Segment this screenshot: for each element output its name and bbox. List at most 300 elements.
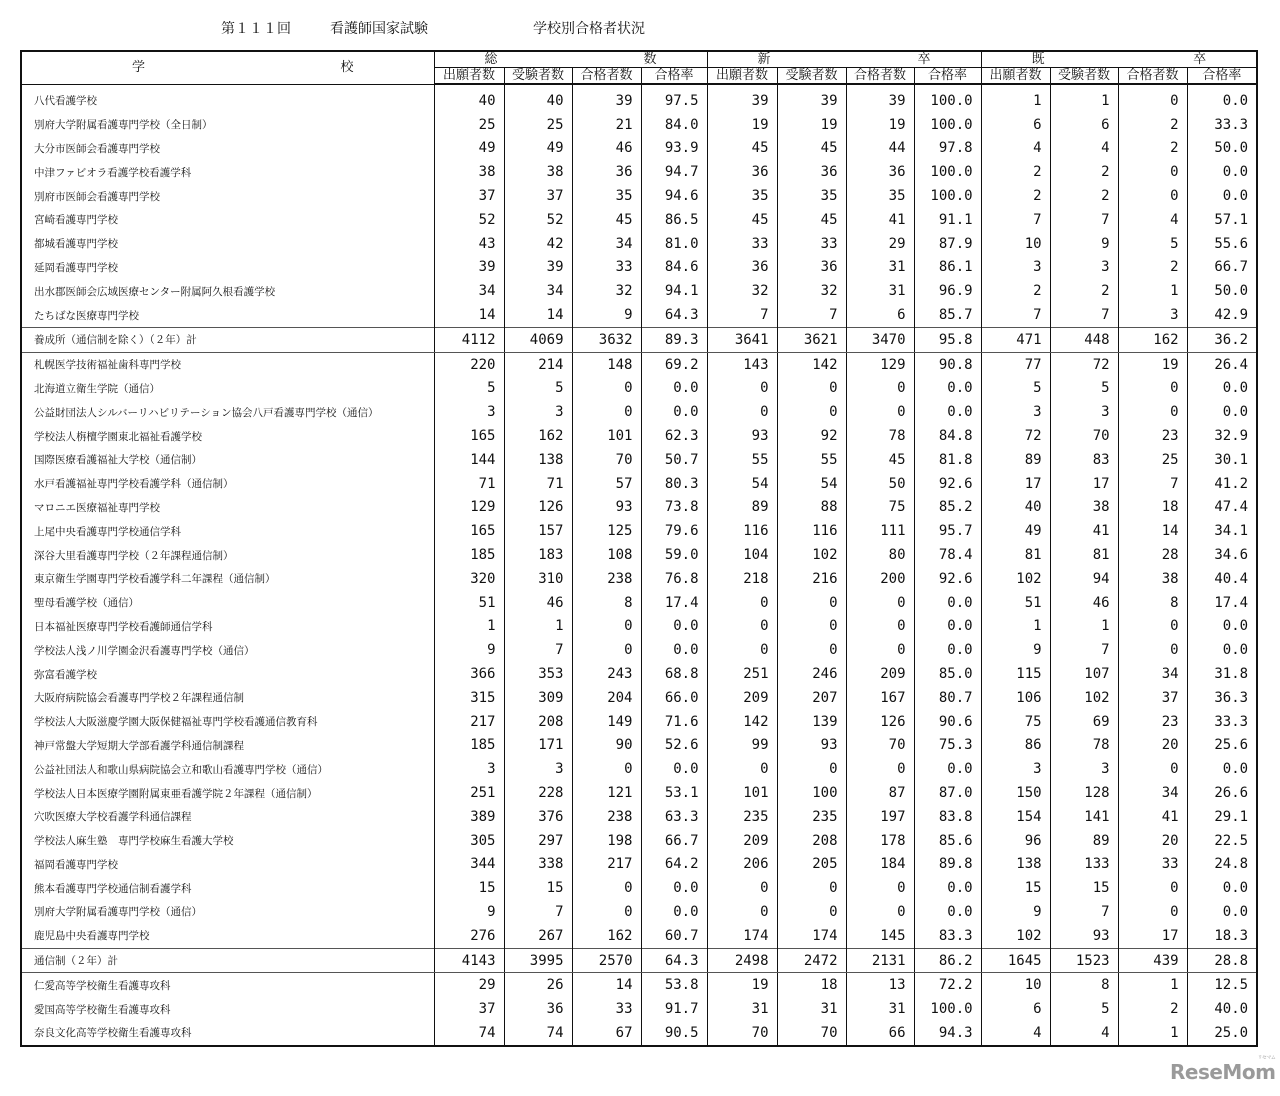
cell-value: 5	[1050, 997, 1118, 1021]
cell-value: 0	[1118, 900, 1187, 924]
school-name: 中津ファビオラ看護学校看護学科	[21, 160, 434, 184]
cell-value: 108	[572, 543, 641, 567]
cell-value: 204	[572, 686, 641, 710]
cell-value: 17	[981, 472, 1050, 496]
cell-value: 100.0	[914, 184, 981, 208]
cell-value: 20	[1118, 829, 1187, 853]
cell-value: 1523	[1050, 948, 1118, 973]
cell-value: 90.8	[914, 352, 981, 376]
cell-value: 39	[572, 84, 641, 113]
cell-value: 100.0	[914, 113, 981, 137]
cell-value: 90.5	[641, 1021, 707, 1046]
cell-value: 129	[846, 352, 914, 376]
school-name: 神戸常盤大学短期大学部看護学科通信制課程	[21, 734, 434, 758]
cell-value: 228	[504, 781, 572, 805]
cell-value: 0	[777, 638, 846, 662]
cell-value: 148	[572, 352, 641, 376]
table-row	[21, 591, 1257, 615]
cell-value: 49	[434, 137, 504, 161]
cell-value: 17.4	[641, 591, 707, 615]
cell-value: 0	[777, 377, 846, 401]
cell-value: 0	[1118, 160, 1187, 184]
table-row	[21, 567, 1257, 591]
cell-value: 78	[846, 424, 914, 448]
resemom-logo	[1170, 1055, 1276, 1084]
cell-value: 45	[707, 208, 777, 232]
cell-value: 5	[434, 377, 504, 401]
cell-value: 0.0	[914, 377, 981, 401]
cell-value: 86.2	[914, 948, 981, 973]
cell-value: 6	[981, 997, 1050, 1021]
cell-value: 309	[504, 686, 572, 710]
cell-value: 448	[1050, 327, 1118, 352]
cell-value: 66.0	[641, 686, 707, 710]
cell-value: 0.0	[641, 900, 707, 924]
cell-value: 45	[777, 137, 846, 161]
cell-value: 39	[777, 84, 846, 113]
cell-value: 0.0	[1187, 84, 1257, 113]
cell-value: 6	[1050, 113, 1118, 137]
cell-value: 3	[434, 757, 504, 781]
cell-value: 75	[981, 710, 1050, 734]
cell-value: 111	[846, 519, 914, 543]
cell-value: 376	[504, 805, 572, 829]
cell-value: 5	[1118, 232, 1187, 256]
cell-value: 19	[707, 113, 777, 137]
cell-value: 50	[846, 472, 914, 496]
cell-value: 99	[707, 734, 777, 758]
cell-value: 4	[1118, 208, 1187, 232]
cell-value: 235	[707, 805, 777, 829]
cell-value: 0	[707, 757, 777, 781]
cell-value: 33.3	[1187, 710, 1257, 734]
cell-value: 185	[434, 543, 504, 567]
cell-value: 35	[707, 184, 777, 208]
cell-value: 78	[1050, 734, 1118, 758]
cell-value: 36.2	[1187, 327, 1257, 352]
cell-value: 310	[504, 567, 572, 591]
table-row	[21, 757, 1257, 781]
cell-value: 217	[572, 853, 641, 877]
cell-value: 174	[707, 924, 777, 948]
cell-value: 32.9	[1187, 424, 1257, 448]
cell-value: 38	[504, 160, 572, 184]
cell-value: 45	[707, 137, 777, 161]
cell-value: 47.4	[1187, 496, 1257, 520]
subtotal-row	[21, 327, 1257, 352]
cell-value: 471	[981, 327, 1050, 352]
cell-value: 35	[572, 184, 641, 208]
cell-value: 55.6	[1187, 232, 1257, 256]
cell-value: 95.7	[914, 519, 981, 543]
cell-value: 0	[846, 900, 914, 924]
cell-value: 185	[434, 734, 504, 758]
school-name: 大阪府病院協会看護専門学校２年課程通信制	[21, 686, 434, 710]
table-row	[21, 84, 1257, 113]
cell-value: 0.0	[914, 757, 981, 781]
cell-value: 2	[1118, 137, 1187, 161]
cell-value: 183	[504, 543, 572, 567]
cell-value: 55	[707, 448, 777, 472]
subtotal-row	[21, 948, 1257, 973]
cell-value: 1	[504, 615, 572, 639]
subcol-header: 出願者数	[981, 68, 1050, 85]
school-name: 北海道立衛生学院（通信）	[21, 377, 434, 401]
cell-value: 238	[572, 805, 641, 829]
group-label: 既	[1031, 51, 1045, 67]
cell-value: 102	[1050, 686, 1118, 710]
group-header-new-grad	[707, 51, 981, 68]
cell-value: 2131	[846, 948, 914, 973]
cell-value: 7	[1050, 303, 1118, 327]
cell-value: 5	[981, 377, 1050, 401]
cell-value: 6	[846, 303, 914, 327]
cell-value: 33	[777, 232, 846, 256]
cell-value: 62.3	[641, 424, 707, 448]
cell-value: 0.0	[1187, 757, 1257, 781]
cell-value: 167	[846, 686, 914, 710]
cell-value: 2472	[777, 948, 846, 973]
cell-value: 19	[707, 973, 777, 997]
school-name: 弥富看護学校	[21, 662, 434, 686]
cell-value: 5	[1050, 377, 1118, 401]
cell-value: 0	[846, 757, 914, 781]
cell-value: 25	[1118, 448, 1187, 472]
cell-value: 200	[846, 567, 914, 591]
cell-value: 94.7	[641, 160, 707, 184]
cell-value: 93	[707, 424, 777, 448]
cell-value: 71	[434, 472, 504, 496]
cell-value: 86.1	[914, 256, 981, 280]
cell-value: 31	[777, 997, 846, 1021]
table-row	[21, 208, 1257, 232]
cell-value: 85.6	[914, 829, 981, 853]
cell-value: 100	[777, 781, 846, 805]
table-row	[21, 256, 1257, 280]
cell-value: 69.2	[641, 352, 707, 376]
cell-value: 2	[1050, 184, 1118, 208]
logo-text: ReseMom	[1170, 1060, 1276, 1084]
cell-value: 3	[504, 757, 572, 781]
cell-value: 3632	[572, 327, 641, 352]
cell-value: 10	[981, 973, 1050, 997]
cell-value: 34	[572, 232, 641, 256]
table-row	[21, 400, 1257, 424]
table-row	[21, 853, 1257, 877]
cell-value: 0	[846, 591, 914, 615]
cell-value: 40	[434, 84, 504, 113]
school-name: 学校法人栴檀学園東北福祉看護学校	[21, 424, 434, 448]
cell-value: 81	[981, 543, 1050, 567]
cell-value: 0	[572, 900, 641, 924]
cell-value: 162	[572, 924, 641, 948]
cell-value: 0	[707, 638, 777, 662]
exam-round: 第１１１回	[221, 21, 291, 37]
cell-value: 18	[777, 973, 846, 997]
cell-value: 178	[846, 829, 914, 853]
cell-value: 52	[504, 208, 572, 232]
cell-value: 42	[504, 232, 572, 256]
cell-value: 0.0	[1187, 160, 1257, 184]
school-name: 鹿児島中央看護専門学校	[21, 924, 434, 948]
cell-value: 91.1	[914, 208, 981, 232]
group-label: 新	[757, 51, 771, 67]
cell-value: 2	[981, 279, 1050, 303]
table-row	[21, 973, 1257, 997]
cell-value: 32	[777, 279, 846, 303]
subcol-header: 合格者数	[846, 68, 914, 85]
cell-value: 10	[981, 232, 1050, 256]
cell-value: 2	[1050, 279, 1118, 303]
cell-value: 7	[1050, 638, 1118, 662]
cell-value: 37	[434, 184, 504, 208]
cell-value: 14	[572, 973, 641, 997]
cell-value: 17	[1050, 472, 1118, 496]
cell-value: 353	[504, 662, 572, 686]
cell-value: 0.0	[914, 900, 981, 924]
cell-value: 2	[981, 184, 1050, 208]
cell-value: 344	[434, 853, 504, 877]
table-row	[21, 686, 1257, 710]
cell-value: 38	[1118, 567, 1187, 591]
cell-value: 37	[504, 184, 572, 208]
cell-value: 100.0	[914, 84, 981, 113]
table-row	[21, 472, 1257, 496]
table-row	[21, 184, 1257, 208]
cell-value: 93	[1050, 924, 1118, 948]
cell-value: 23	[1118, 424, 1187, 448]
cell-value: 3995	[504, 948, 572, 973]
cell-value: 7	[1050, 208, 1118, 232]
school-name: 穴吹医療大学校看護学科通信課程	[21, 805, 434, 829]
cell-value: 4112	[434, 327, 504, 352]
cell-value: 59.0	[641, 543, 707, 567]
cell-value: 36	[707, 160, 777, 184]
cell-value: 101	[707, 781, 777, 805]
cell-value: 43	[434, 232, 504, 256]
cell-value: 0	[846, 615, 914, 639]
cell-value: 28.8	[1187, 948, 1257, 973]
cell-value: 9	[434, 900, 504, 924]
school-name: 大分市医師会看護専門学校	[21, 137, 434, 161]
cell-value: 34.1	[1187, 519, 1257, 543]
cell-value: 72.2	[914, 973, 981, 997]
subcol-header: 出願者数	[434, 68, 504, 85]
cell-value: 0	[777, 876, 846, 900]
cell-value: 197	[846, 805, 914, 829]
subcol-header: 受験者数	[504, 68, 572, 85]
cell-value: 89	[1050, 829, 1118, 853]
school-name: 公益財団法人シルバーリハビリテーション協会八戸看護専門学校（通信）	[21, 400, 434, 424]
subcol-header: 合格率	[641, 68, 707, 85]
cell-value: 8	[1118, 591, 1187, 615]
cell-value: 128	[1050, 781, 1118, 805]
table-row	[21, 160, 1257, 184]
cell-value: 3	[1050, 400, 1118, 424]
school-name: 学校法人大阪滋慶学園大阪保健福祉専門学校看護通信教育科	[21, 710, 434, 734]
cell-value: 3	[434, 400, 504, 424]
group-header-total	[434, 51, 707, 68]
cell-value: 32	[572, 279, 641, 303]
cell-value: 71	[504, 472, 572, 496]
cell-value: 83.8	[914, 805, 981, 829]
cell-value: 0	[846, 638, 914, 662]
cell-value: 15	[504, 876, 572, 900]
cell-value: 3641	[707, 327, 777, 352]
cell-value: 17.4	[1187, 591, 1257, 615]
cell-value: 85.0	[914, 662, 981, 686]
cell-value: 297	[504, 829, 572, 853]
cell-value: 0.0	[641, 876, 707, 900]
table-row	[21, 377, 1257, 401]
subcol-header: 合格者数	[1118, 68, 1187, 85]
cell-value: 0	[846, 377, 914, 401]
cell-value: 3	[1050, 256, 1118, 280]
table-row	[21, 997, 1257, 1021]
cell-value: 54	[777, 472, 846, 496]
cell-value: 90	[572, 734, 641, 758]
cell-value: 305	[434, 829, 504, 853]
cell-value: 22.5	[1187, 829, 1257, 853]
cell-value: 80.3	[641, 472, 707, 496]
cell-value: 0	[1118, 757, 1187, 781]
cell-value: 3	[981, 400, 1050, 424]
cell-value: 144	[434, 448, 504, 472]
cell-value: 25.6	[1187, 734, 1257, 758]
cell-value: 2	[1118, 997, 1187, 1021]
school-name: 愛国高等学校衛生看護専攻科	[21, 997, 434, 1021]
cell-value: 92.6	[914, 567, 981, 591]
cell-value: 214	[504, 352, 572, 376]
cell-value: 70	[707, 1021, 777, 1046]
cell-value: 15	[1050, 876, 1118, 900]
cell-value: 45	[777, 208, 846, 232]
cell-value: 154	[981, 805, 1050, 829]
school-header-char: 校	[340, 59, 354, 75]
cell-value: 75.3	[914, 734, 981, 758]
cell-value: 0	[1118, 184, 1187, 208]
cell-value: 51	[434, 591, 504, 615]
cell-value: 23	[1118, 710, 1187, 734]
school-name: 養成所（通信制を除く）（２年）計	[21, 327, 434, 352]
cell-value: 0	[1118, 638, 1187, 662]
cell-value: 0	[707, 591, 777, 615]
cell-value: 208	[504, 710, 572, 734]
cell-value: 89	[981, 448, 1050, 472]
cell-value: 267	[504, 924, 572, 948]
cell-value: 60.7	[641, 924, 707, 948]
cell-value: 42.9	[1187, 303, 1257, 327]
cell-value: 36	[846, 160, 914, 184]
cell-value: 29	[434, 973, 504, 997]
cell-value: 31	[846, 997, 914, 1021]
cell-value: 0	[707, 900, 777, 924]
cell-value: 139	[777, 710, 846, 734]
cell-value: 3	[504, 400, 572, 424]
cell-value: 184	[846, 853, 914, 877]
table-row	[21, 829, 1257, 853]
cell-value: 97.5	[641, 84, 707, 113]
table-row	[21, 137, 1257, 161]
cell-value: 25.0	[1187, 1021, 1257, 1046]
cell-value: 41	[1118, 805, 1187, 829]
cell-value: 9	[1050, 232, 1118, 256]
subcol-header: 出願者数	[707, 68, 777, 85]
cell-value: 40.4	[1187, 567, 1257, 591]
cell-value: 93	[572, 496, 641, 520]
cell-value: 338	[504, 853, 572, 877]
subcol-header: 合格率	[1187, 68, 1257, 85]
cell-value: 3470	[846, 327, 914, 352]
table-row	[21, 496, 1257, 520]
table-row	[21, 232, 1257, 256]
cell-value: 36	[504, 997, 572, 1021]
cell-value: 101	[572, 424, 641, 448]
group-label: 数	[643, 51, 657, 67]
cell-value: 15	[434, 876, 504, 900]
cell-value: 33	[572, 997, 641, 1021]
cell-value: 49	[504, 137, 572, 161]
cell-value: 14	[1118, 519, 1187, 543]
cell-value: 89.3	[641, 327, 707, 352]
cell-value: 39	[846, 84, 914, 113]
cell-value: 89	[707, 496, 777, 520]
cell-value: 276	[434, 924, 504, 948]
cell-value: 70	[777, 1021, 846, 1046]
cell-value: 31	[846, 279, 914, 303]
school-name: 奈良文化高等学校衛生看護専攻科	[21, 1021, 434, 1046]
cell-value: 2570	[572, 948, 641, 973]
cell-value: 37	[434, 997, 504, 1021]
cell-value: 34	[1118, 662, 1187, 686]
cell-value: 2	[981, 160, 1050, 184]
cell-value: 0.0	[1187, 900, 1257, 924]
cell-value: 39	[707, 84, 777, 113]
cell-value: 34	[434, 279, 504, 303]
table-row	[21, 781, 1257, 805]
school-header	[21, 51, 434, 84]
subcol-header: 合格者数	[572, 68, 641, 85]
cell-value: 218	[707, 567, 777, 591]
cell-value: 0	[707, 400, 777, 424]
cell-value: 96	[981, 829, 1050, 853]
cell-value: 12.5	[1187, 973, 1257, 997]
cell-value: 41.2	[1187, 472, 1257, 496]
cell-value: 94.1	[641, 279, 707, 303]
cell-value: 97.8	[914, 137, 981, 161]
table-row	[21, 352, 1257, 376]
cell-value: 40	[504, 84, 572, 113]
table-row	[21, 876, 1257, 900]
cell-value: 83.3	[914, 924, 981, 948]
school-name: 上尾中央看護専門学校通信学科	[21, 519, 434, 543]
cell-value: 53.8	[641, 973, 707, 997]
cell-value: 104	[707, 543, 777, 567]
cell-value: 165	[434, 519, 504, 543]
cell-value: 7	[777, 303, 846, 327]
cell-value: 78.4	[914, 543, 981, 567]
cell-value: 6	[981, 113, 1050, 137]
cell-value: 7	[981, 303, 1050, 327]
cell-value: 18.3	[1187, 924, 1257, 948]
cell-value: 0	[1118, 400, 1187, 424]
cell-value: 0.0	[1187, 184, 1257, 208]
cell-value: 70	[846, 734, 914, 758]
school-name: 札幌医学技術福祉歯科専門学校	[21, 352, 434, 376]
cell-value: 45	[846, 448, 914, 472]
cell-value: 57.1	[1187, 208, 1257, 232]
cell-value: 4143	[434, 948, 504, 973]
